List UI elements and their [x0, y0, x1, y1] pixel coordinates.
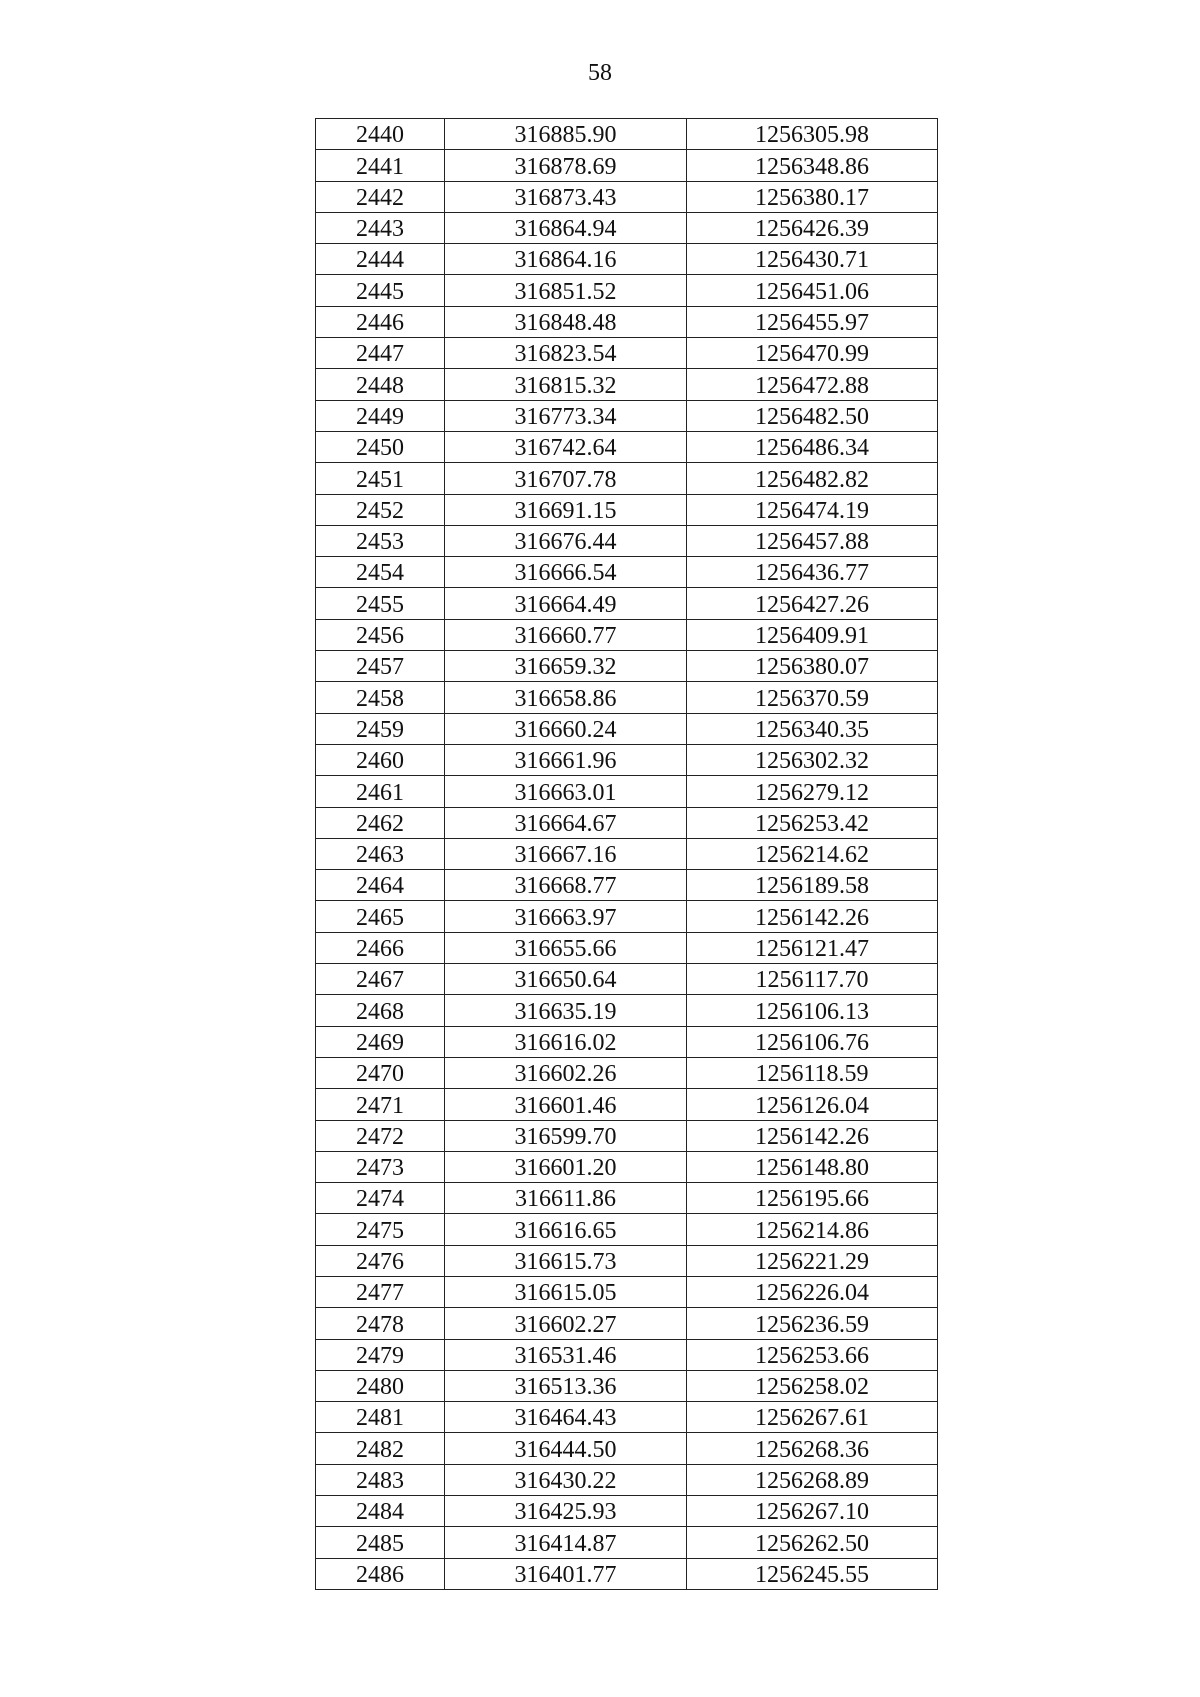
x-coordinate-cell: 316659.32 — [445, 651, 687, 682]
y-coordinate-cell: 1256451.06 — [687, 275, 938, 306]
x-coordinate-cell: 316602.26 — [445, 1057, 687, 1088]
point-number-cell: 2444 — [316, 244, 445, 275]
point-number-cell: 2459 — [316, 713, 445, 744]
table-row — [316, 1496, 938, 1527]
x-coordinate-cell: 316602.27 — [445, 1308, 687, 1339]
table-row — [316, 1151, 938, 1182]
y-coordinate-cell: 1256221.29 — [687, 1245, 938, 1276]
table-row — [316, 275, 938, 306]
x-coordinate-cell: 316661.96 — [445, 744, 687, 775]
x-coordinate-cell: 316864.16 — [445, 244, 687, 275]
y-coordinate-cell: 1256470.99 — [687, 338, 938, 369]
point-number-cell: 2474 — [316, 1183, 445, 1214]
table-row — [316, 1214, 938, 1245]
x-coordinate-cell: 316878.69 — [445, 150, 687, 181]
point-number-cell: 2452 — [316, 494, 445, 525]
x-coordinate-cell: 316401.77 — [445, 1558, 687, 1589]
y-coordinate-cell: 1256427.26 — [687, 588, 938, 619]
x-coordinate-cell: 316664.49 — [445, 588, 687, 619]
y-coordinate-cell: 1256258.02 — [687, 1370, 938, 1401]
table-row — [316, 525, 938, 556]
table-row — [316, 964, 938, 995]
point-number-cell: 2445 — [316, 275, 445, 306]
table-row — [316, 1464, 938, 1495]
table-row — [316, 1276, 938, 1307]
point-number-cell: 2465 — [316, 901, 445, 932]
x-coordinate-cell: 316655.66 — [445, 932, 687, 963]
table-row — [316, 1245, 938, 1276]
x-coordinate-cell: 316635.19 — [445, 995, 687, 1026]
point-number-cell: 2454 — [316, 557, 445, 588]
point-number-cell: 2485 — [316, 1527, 445, 1558]
point-number-cell: 2448 — [316, 369, 445, 400]
y-coordinate-cell: 1256262.50 — [687, 1527, 938, 1558]
x-coordinate-cell: 316658.86 — [445, 682, 687, 713]
table-row — [316, 181, 938, 212]
table-row — [316, 119, 938, 150]
table-row — [316, 1339, 938, 1370]
table-row — [316, 588, 938, 619]
point-number-cell: 2463 — [316, 838, 445, 869]
table-row — [316, 713, 938, 744]
point-number-cell: 2486 — [316, 1558, 445, 1589]
y-coordinate-cell: 1256486.34 — [687, 431, 938, 462]
point-number-cell: 2471 — [316, 1089, 445, 1120]
point-number-cell: 2458 — [316, 682, 445, 713]
x-coordinate-cell: 316666.54 — [445, 557, 687, 588]
table-row — [316, 838, 938, 869]
table-row — [316, 1402, 938, 1433]
point-number-cell: 2464 — [316, 870, 445, 901]
table-row — [316, 1433, 938, 1464]
x-coordinate-cell: 316873.43 — [445, 181, 687, 212]
x-coordinate-cell: 316513.36 — [445, 1370, 687, 1401]
point-number-cell: 2469 — [316, 1026, 445, 1057]
x-coordinate-cell: 316444.50 — [445, 1433, 687, 1464]
point-number-cell: 2447 — [316, 338, 445, 369]
point-number-cell: 2440 — [316, 119, 445, 150]
x-coordinate-cell: 316773.34 — [445, 400, 687, 431]
y-coordinate-cell: 1256267.61 — [687, 1402, 938, 1433]
table-row — [316, 306, 938, 337]
table-row — [316, 400, 938, 431]
table-row — [316, 212, 938, 243]
point-number-cell: 2456 — [316, 619, 445, 650]
point-number-cell: 2478 — [316, 1308, 445, 1339]
point-number-cell: 2451 — [316, 463, 445, 494]
y-coordinate-cell: 1256189.58 — [687, 870, 938, 901]
y-coordinate-cell: 1256106.13 — [687, 995, 938, 1026]
x-coordinate-cell: 316650.64 — [445, 964, 687, 995]
x-coordinate-cell: 316601.20 — [445, 1151, 687, 1182]
y-coordinate-cell: 1256142.26 — [687, 1120, 938, 1151]
y-coordinate-cell: 1256195.66 — [687, 1183, 938, 1214]
table-row — [316, 776, 938, 807]
point-number-cell: 2472 — [316, 1120, 445, 1151]
table-row — [316, 150, 938, 181]
table-row — [316, 807, 938, 838]
table-row — [316, 1308, 938, 1339]
y-coordinate-cell: 1256268.36 — [687, 1433, 938, 1464]
point-number-cell: 2467 — [316, 964, 445, 995]
table-row — [316, 651, 938, 682]
y-coordinate-cell: 1256267.10 — [687, 1496, 938, 1527]
point-number-cell: 2475 — [316, 1214, 445, 1245]
point-number-cell: 2477 — [316, 1276, 445, 1307]
table-row — [316, 901, 938, 932]
x-coordinate-cell: 316667.16 — [445, 838, 687, 869]
table-row — [316, 995, 938, 1026]
table-row — [316, 682, 938, 713]
y-coordinate-cell: 1256118.59 — [687, 1057, 938, 1088]
table-row — [316, 1120, 938, 1151]
x-coordinate-cell: 316599.70 — [445, 1120, 687, 1151]
y-coordinate-cell: 1256430.71 — [687, 244, 938, 275]
point-number-cell: 2480 — [316, 1370, 445, 1401]
point-number-cell: 2470 — [316, 1057, 445, 1088]
x-coordinate-cell: 316615.73 — [445, 1245, 687, 1276]
x-coordinate-cell: 316663.01 — [445, 776, 687, 807]
y-coordinate-cell: 1256370.59 — [687, 682, 938, 713]
point-number-cell: 2473 — [316, 1151, 445, 1182]
table-row — [316, 431, 938, 462]
point-number-cell: 2466 — [316, 932, 445, 963]
point-number-cell: 2484 — [316, 1496, 445, 1527]
x-coordinate-cell: 316414.87 — [445, 1527, 687, 1558]
x-coordinate-cell: 316430.22 — [445, 1464, 687, 1495]
table-row — [316, 369, 938, 400]
y-coordinate-cell: 1256214.86 — [687, 1214, 938, 1245]
y-coordinate-cell: 1256426.39 — [687, 212, 938, 243]
page-number: 58 — [588, 60, 612, 86]
table-row — [316, 338, 938, 369]
table-row — [316, 557, 938, 588]
point-number-cell: 2450 — [316, 431, 445, 462]
table-row — [316, 1370, 938, 1401]
table-row — [316, 1558, 938, 1589]
y-coordinate-cell: 1256457.88 — [687, 525, 938, 556]
x-coordinate-cell: 316848.48 — [445, 306, 687, 337]
point-number-cell: 2442 — [316, 181, 445, 212]
y-coordinate-cell: 1256126.04 — [687, 1089, 938, 1120]
y-coordinate-cell: 1256245.55 — [687, 1558, 938, 1589]
x-coordinate-cell: 316742.64 — [445, 431, 687, 462]
point-number-cell: 2476 — [316, 1245, 445, 1276]
x-coordinate-cell: 316676.44 — [445, 525, 687, 556]
x-coordinate-cell: 316885.90 — [445, 119, 687, 150]
point-number-cell: 2481 — [316, 1402, 445, 1433]
table-row — [316, 1026, 938, 1057]
point-number-cell: 2462 — [316, 807, 445, 838]
coordinates-table-body — [316, 119, 938, 1590]
point-number-cell: 2443 — [316, 212, 445, 243]
x-coordinate-cell: 316707.78 — [445, 463, 687, 494]
table-row — [316, 870, 938, 901]
x-coordinate-cell: 316668.77 — [445, 870, 687, 901]
table-row — [316, 744, 938, 775]
y-coordinate-cell: 1256302.32 — [687, 744, 938, 775]
point-number-cell: 2453 — [316, 525, 445, 556]
y-coordinate-cell: 1256226.04 — [687, 1276, 938, 1307]
table-row — [316, 463, 938, 494]
y-coordinate-cell: 1256268.89 — [687, 1464, 938, 1495]
y-coordinate-cell: 1256436.77 — [687, 557, 938, 588]
table-row — [316, 1527, 938, 1558]
x-coordinate-cell: 316531.46 — [445, 1339, 687, 1370]
y-coordinate-cell: 1256380.17 — [687, 181, 938, 212]
x-coordinate-cell: 316425.93 — [445, 1496, 687, 1527]
x-coordinate-cell: 316864.94 — [445, 212, 687, 243]
y-coordinate-cell: 1256409.91 — [687, 619, 938, 650]
x-coordinate-cell: 316823.54 — [445, 338, 687, 369]
x-coordinate-cell: 316616.65 — [445, 1214, 687, 1245]
y-coordinate-cell: 1256253.42 — [687, 807, 938, 838]
table-row — [316, 932, 938, 963]
x-coordinate-cell: 316851.52 — [445, 275, 687, 306]
y-coordinate-cell: 1256482.50 — [687, 400, 938, 431]
point-number-cell: 2446 — [316, 306, 445, 337]
point-number-cell: 2483 — [316, 1464, 445, 1495]
y-coordinate-cell: 1256214.62 — [687, 838, 938, 869]
point-number-cell: 2460 — [316, 744, 445, 775]
point-number-cell: 2441 — [316, 150, 445, 181]
point-number-cell: 2457 — [316, 651, 445, 682]
y-coordinate-cell: 1256148.80 — [687, 1151, 938, 1182]
x-coordinate-cell: 316660.24 — [445, 713, 687, 744]
y-coordinate-cell: 1256279.12 — [687, 776, 938, 807]
table-row — [316, 1057, 938, 1088]
table-row — [316, 494, 938, 525]
x-coordinate-cell: 316815.32 — [445, 369, 687, 400]
point-number-cell: 2449 — [316, 400, 445, 431]
table-row — [316, 1089, 938, 1120]
table-row — [316, 1183, 938, 1214]
x-coordinate-cell: 316660.77 — [445, 619, 687, 650]
y-coordinate-cell: 1256474.19 — [687, 494, 938, 525]
y-coordinate-cell: 1256472.88 — [687, 369, 938, 400]
point-number-cell: 2455 — [316, 588, 445, 619]
y-coordinate-cell: 1256380.07 — [687, 651, 938, 682]
y-coordinate-cell: 1256121.47 — [687, 932, 938, 963]
y-coordinate-cell: 1256455.97 — [687, 306, 938, 337]
x-coordinate-cell: 316616.02 — [445, 1026, 687, 1057]
point-number-cell: 2461 — [316, 776, 445, 807]
y-coordinate-cell: 1256305.98 — [687, 119, 938, 150]
x-coordinate-cell: 316464.43 — [445, 1402, 687, 1433]
y-coordinate-cell: 1256236.59 — [687, 1308, 938, 1339]
x-coordinate-cell: 316601.46 — [445, 1089, 687, 1120]
y-coordinate-cell: 1256142.26 — [687, 901, 938, 932]
x-coordinate-cell: 316664.67 — [445, 807, 687, 838]
y-coordinate-cell: 1256253.66 — [687, 1339, 938, 1370]
y-coordinate-cell: 1256106.76 — [687, 1026, 938, 1057]
table-row — [316, 619, 938, 650]
x-coordinate-cell: 316615.05 — [445, 1276, 687, 1307]
table-row — [316, 244, 938, 275]
point-number-cell: 2482 — [316, 1433, 445, 1464]
x-coordinate-cell: 316611.86 — [445, 1183, 687, 1214]
point-number-cell: 2468 — [316, 995, 445, 1026]
y-coordinate-cell: 1256117.70 — [687, 964, 938, 995]
x-coordinate-cell: 316663.97 — [445, 901, 687, 932]
y-coordinate-cell: 1256340.35 — [687, 713, 938, 744]
y-coordinate-cell: 1256348.86 — [687, 150, 938, 181]
point-number-cell: 2479 — [316, 1339, 445, 1370]
y-coordinate-cell: 1256482.82 — [687, 463, 938, 494]
coordinates-table — [315, 118, 938, 1590]
x-coordinate-cell: 316691.15 — [445, 494, 687, 525]
